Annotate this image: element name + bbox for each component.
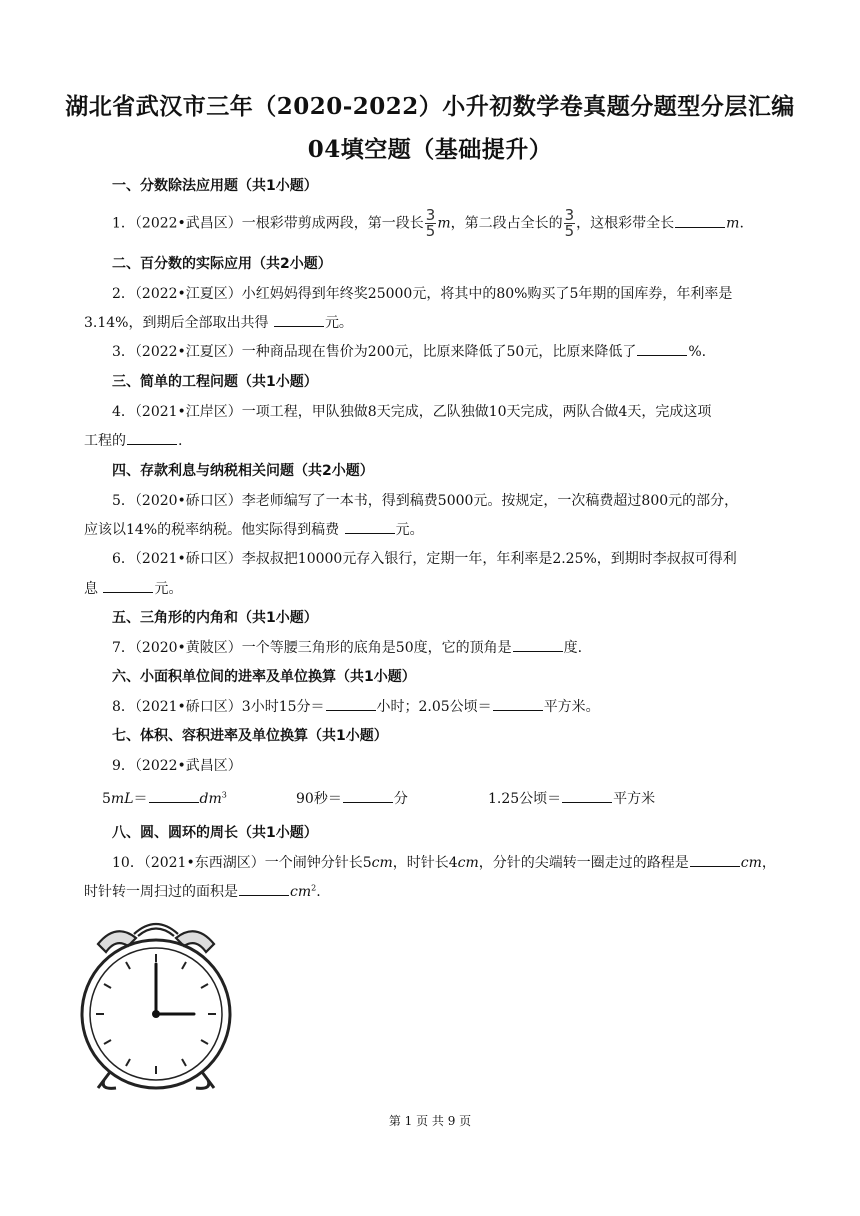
doc-title-line2: 04填空题（基础提升）: [307, 136, 553, 163]
answer-blank[interactable]: [675, 213, 725, 228]
doc-title-line1: 湖北省武汉市三年（2020-2022）小升初数学卷真题分题型分层汇编: [65, 93, 795, 120]
answer-blank[interactable]: [562, 788, 612, 803]
page-footer: 第 1 页 共 9 页: [388, 1114, 472, 1128]
question-5-line2: 应该以14%的税率纳税。他实际得到稿费 元。: [84, 519, 424, 539]
answer-blank[interactable]: [149, 788, 199, 803]
question-10-line1: 10．（2021•东西湖区）一个闹钟分针长5cm，时针长4cm，分针的尖端转一圈走过的路程是 cm，: [112, 852, 776, 872]
question-4-line1: 4．（2021•江岸区）一项工程，甲队独做8天完成，乙队独做10天完成，两队合做4天，完成这项: [112, 404, 712, 420]
section-heading-6: 六、小面积单位间的进率及单位换算（共1小题）: [112, 669, 416, 685]
alarm-clock-image: [76, 912, 236, 1092]
question-7: 7．（2020•黄陂区）一个等腰三角形的底角是50度，它的顶角是 度.: [112, 637, 582, 657]
question-6-line2: 息 元。: [84, 578, 182, 598]
question-4-line2: 工程的 .: [84, 430, 182, 450]
question-1: 1．（2022•武昌区）一根彩带剪成两段，第一段长 $\frac{3}{5}$ m，第二段占全长的 $\frac{3}{5}$ ，这根彩带全长 m.: [112, 206, 744, 240]
answer-blank[interactable]: [345, 519, 395, 534]
answer-blank[interactable]: [127, 430, 177, 445]
q1-prefix: 1．（2022•武昌区）一根彩带剪成两段，第一段长: [112, 215, 424, 232]
section-heading-5: 五、三角形的内角和（共1小题）: [112, 610, 318, 626]
section-heading-3: 三、简单的工程问题（共1小题）: [112, 374, 318, 390]
section-heading-2: 二、百分数的实际应用（共2小题）: [112, 256, 332, 272]
answer-blank[interactable]: [690, 852, 740, 867]
question-9-part2: 90秒＝ 分: [296, 788, 408, 808]
answer-blank[interactable]: [326, 696, 376, 711]
answer-blank[interactable]: [493, 696, 543, 711]
question-9-part3: 1.25公顷＝ 平方米: [488, 788, 655, 808]
question-6-line1: 6．（2021•硚口区）李叔叔把10000元存入银行，定期一年，年利率是2.25%，到期时李叔叔可得利: [112, 551, 737, 567]
question-10-line2: 时针转一周扫过的面积是 $cm^2$.: [84, 881, 321, 901]
answer-blank[interactable]: [513, 637, 563, 652]
section-heading-7: 七、体积、容积进率及单位换算（共1小题）: [112, 728, 388, 744]
section-heading-1: 一、分数除法应用题（共1小题）: [112, 178, 318, 194]
answer-blank[interactable]: [343, 788, 393, 803]
question-9-head: 9．（2022•武昌区）: [112, 758, 242, 774]
section-heading-8: 八、圆、圆环的周长（共1小题）: [112, 825, 318, 841]
q1-fraction: $\frac{3}{5}$: [425, 206, 436, 240]
question-3: 3．（2022•江夏区）一种商品现在售价为200元，比原来降低了50元，比原来降低了 %.: [112, 341, 706, 361]
question-5-line1: 5．（2020•硚口区）李老师编写了一本书，得到稿费5000元。按规定，一次稿费超过800元的部分，: [112, 493, 739, 509]
answer-blank[interactable]: [103, 578, 153, 593]
question-9-part1: $5mL= dm^3$: [102, 788, 227, 808]
answer-blank[interactable]: [274, 312, 324, 327]
answer-blank[interactable]: [637, 341, 687, 356]
q1-fraction-2: $\frac{3}{5}$: [564, 206, 575, 240]
answer-blank[interactable]: [239, 881, 289, 896]
section-heading-4: 四、存款利息与纳税相关问题（共2小题）: [112, 463, 374, 479]
question-2-line2: 3.14%，到期后全部取出共得 元。: [84, 312, 353, 332]
question-2-line1: 2．（2022•江夏区）小红妈妈得到年终奖25000元，将其中的80%购买了5年期的国库券，年利率是: [112, 286, 733, 302]
question-8: 8．（2021•硚口区）3小时15分＝ 小时；2.05公顷＝ 平方米。: [112, 696, 600, 716]
